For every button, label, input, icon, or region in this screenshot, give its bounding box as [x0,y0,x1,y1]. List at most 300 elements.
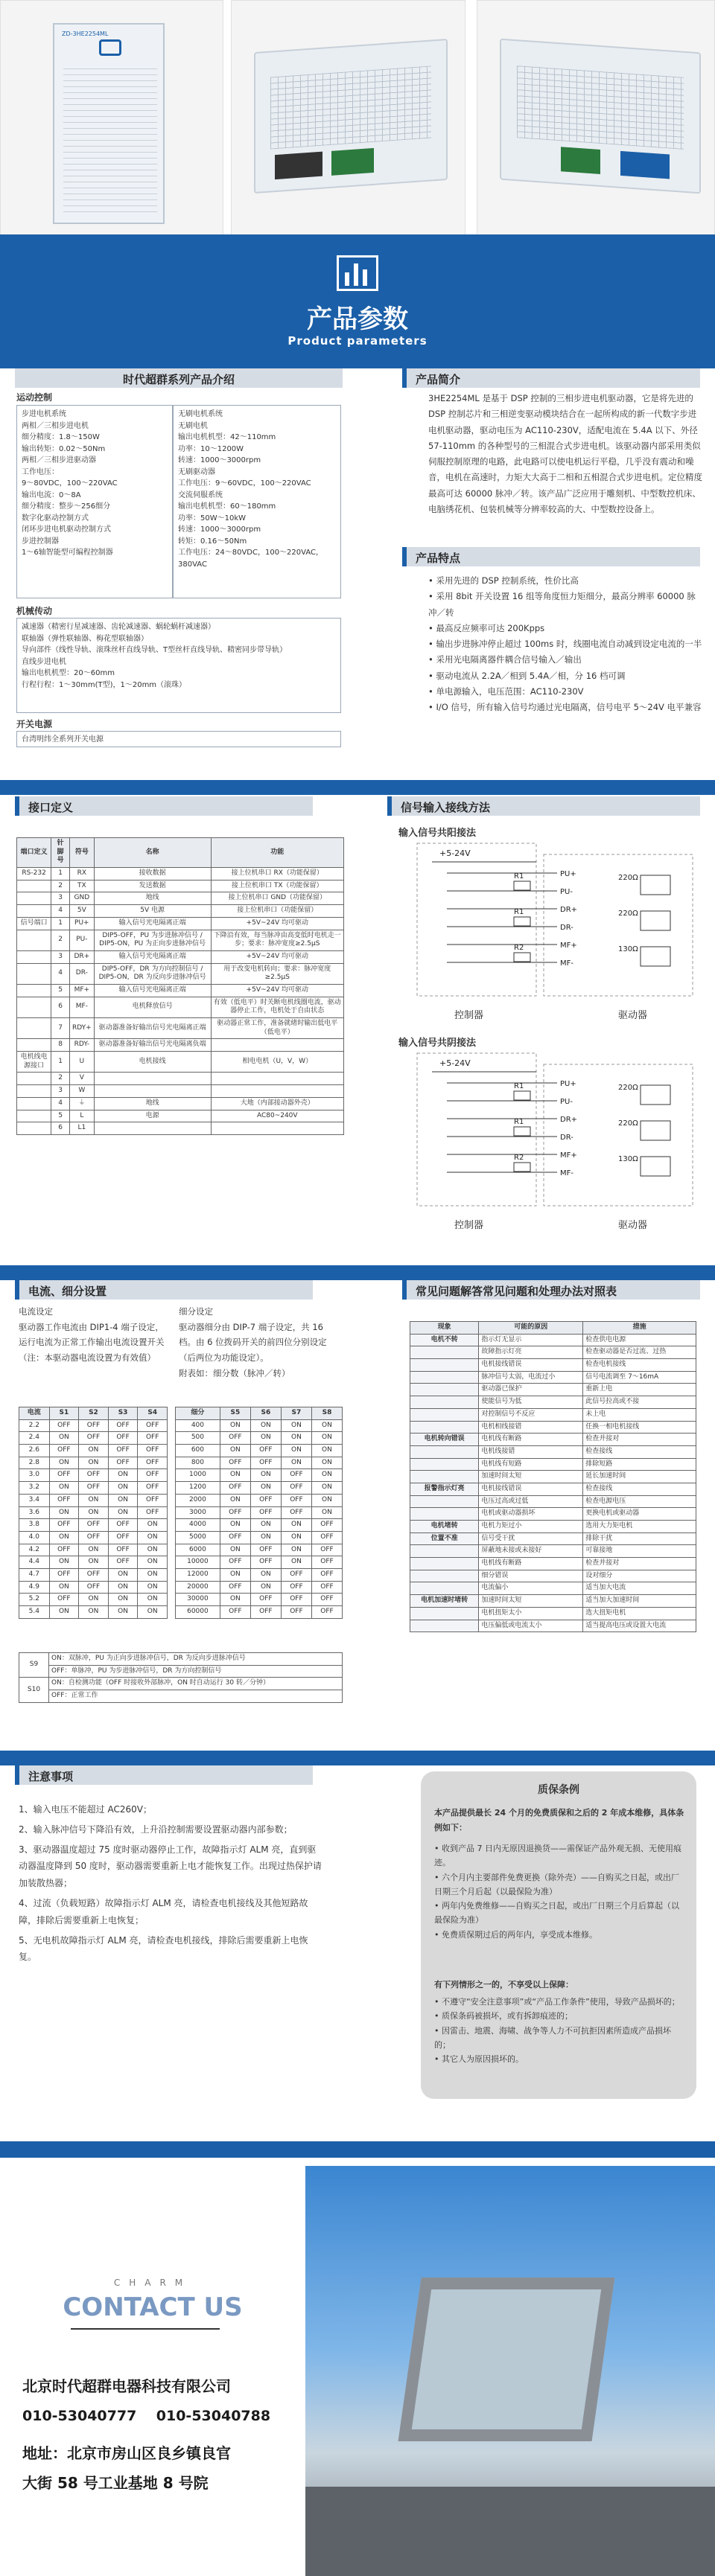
contact-image [305,2166,715,2576]
table-cell: +5V~24V 均可驱动 [211,984,343,997]
iface-table-wrap [16,837,344,1135]
table-cell: 2 [51,880,70,892]
table-cell: 3.2 [19,1482,50,1495]
table-cell: OFF [311,1531,342,1544]
table-cell: 电流偏小 [479,1582,583,1595]
table-row [410,1483,696,1495]
table-cell: 60000 [176,1606,220,1619]
table-cell [410,1371,479,1384]
table-cell: 信号受干扰 [479,1533,583,1545]
table-cell: OFF [49,1594,79,1606]
table-cell: 2.4 [19,1432,50,1445]
iface-table [16,837,344,1135]
table-cell: 检查电源电压 [583,1495,696,1508]
table-row [410,1458,696,1471]
feature-item: • 采用 8bit 开关设置 16 组等角度恒力矩细分，最高分辨率 60000 脉冲／转 [428,591,696,618]
table-row [17,1018,344,1039]
table-cell: 4.9 [19,1581,50,1594]
table-cell: 检查驱动器是否过流、过热 [583,1346,696,1359]
series-item: 闭环步进电机驱动控制方式 [22,525,111,534]
pin-label: MF- [560,959,573,968]
table-cell: OFF [311,1568,342,1581]
resistor [514,953,530,962]
product-image-1 [0,0,223,246]
note-item: 4、过流（负载短路）故障指示灯 ALM 亮，请检查电机接线及其他短路故障，排除后需要重新上电恢复； [19,1897,308,1925]
table-cell: 3.6 [19,1506,50,1519]
table-header: S7 [281,1407,311,1420]
mech-item: 行程行程：1～30mm(T型)，1～20mm（滚珠） [22,680,187,689]
table-cell: ON [79,1445,109,1457]
table-cell [17,1018,51,1039]
table-cell: V [69,1073,94,1085]
table-row [410,1582,696,1595]
table-cell: OFF [311,1544,342,1556]
table-cell: 3.4 [19,1494,50,1506]
table-cell: 适当加大加速时间 [583,1595,696,1608]
series-item: 无刷电机系统 [178,410,223,418]
table-cell: ON [108,1506,138,1519]
notes-list [19,1801,324,1969]
table-cell: 电机相线接错 [479,1421,583,1434]
table-row [176,1568,343,1581]
table-cell: OFF [79,1432,109,1445]
series-item: 交流伺服系统 [178,490,223,499]
table-cell: 2.8 [19,1457,50,1469]
table-cell: ON [281,1419,311,1432]
mech-item: 联轴器（弹性联轴器、梅花型联轴器） [22,634,148,643]
table-cell [17,1122,51,1135]
table-cell: 600 [176,1445,220,1457]
table-cell: OFF [250,1606,281,1619]
controller-label: 控制器 [454,1010,484,1021]
table-cell: OFF [108,1556,138,1569]
warranty-excl-item: • 其它人为原因损坏的。 [434,2054,524,2064]
table-cell: 1000 [176,1469,220,1482]
table-cell: 6 [51,997,70,1017]
table-row [410,1533,696,1545]
table-cell: ON [311,1506,342,1519]
table-cell [410,1396,479,1409]
contact-title: CONTACT US [63,2292,243,2322]
table-cell: 信号端口 [17,917,51,930]
table-cell: 加速时间太短 [479,1471,583,1483]
table-cell: 接上位机串口 TX（功能保留） [211,880,343,892]
table-cell: 脉冲信号太弱，电流过小 [479,1371,583,1384]
series-item: 工作电压： [22,467,59,476]
resistor-label: R1 [514,1118,524,1126]
table-cell: PU+ [69,917,94,930]
table-cell: 电机不转 [410,1334,479,1346]
table-row [410,1558,696,1570]
table-cell: 加速时间太短 [479,1595,583,1608]
table-cell: 输入信号光电隔离正端 [94,917,211,930]
table-row [410,1359,696,1372]
table-cell: PU- [69,930,94,950]
table-cell: 排除干扰 [583,1533,696,1545]
table-cell: 驱动器已保护 [479,1384,583,1396]
table-row [410,1620,696,1632]
table-cell: OFF [250,1457,281,1469]
contact-address-1: 地址：北京市房山区良乡镇良官 [22,2444,231,2462]
table-cell [410,1570,479,1582]
pin-label: DR+ [560,906,578,914]
table-cell: ON [220,1544,250,1556]
series-item: 转矩：0.16～50Nm [178,537,247,546]
table-row [410,1384,696,1396]
table-cell: 电机线有短路 [479,1458,583,1471]
supply-label: +5-24V [439,848,471,858]
table-row [410,1495,696,1508]
table-cell [410,1508,479,1521]
table-cell: 电机转向错误 [410,1434,479,1446]
table-cell: AC80~240V [211,1110,343,1122]
table-cell [17,1097,51,1110]
table-cell: 电机接线错误 [479,1483,583,1495]
table-cell: TX [69,880,94,892]
table-row [17,1085,344,1098]
table-cell: ON [138,1568,168,1581]
table-cell: 5.4 [19,1606,50,1619]
table-cell: 电源 [94,1110,211,1122]
controller-label: 控制器 [454,1220,484,1231]
table-row [410,1471,696,1483]
banner-title: 产品参数 [307,304,408,334]
table-row [19,1531,168,1544]
table-cell: 输入信号光电隔离正端 [94,984,211,997]
table-cell [94,1085,211,1098]
table-cell: 接上位机串口（功能保留） [211,905,343,918]
pin-label: PU+ [560,870,576,878]
table-row [176,1531,343,1544]
table-cell: OFF [220,1432,250,1445]
table-cell [410,1471,479,1483]
table-row [17,892,344,905]
table-cell: OFF [79,1419,109,1432]
table-cell [211,1085,343,1098]
product-label: ZD-3HE2254ML [62,31,109,37]
table-cell: ON [108,1606,138,1619]
warranty-items [434,1841,684,1942]
table-cell: 2.6 [19,1445,50,1457]
table-cell: ON [79,1556,109,1569]
table-cell: ON [108,1482,138,1495]
feature-item: • 采用先进的 DSP 控制系统，性价比高 [428,575,579,586]
table-cell: 4.0 [19,1531,50,1544]
params-banner [0,234,715,368]
s10-off: OFF：正常工作 [49,1690,343,1703]
chart-icon [337,255,378,291]
optocoupler-icon [641,911,670,930]
table-cell: 4 [51,905,70,918]
table-cell: OFF [108,1432,138,1445]
pin-label: MF- [560,1169,573,1177]
ground [305,2487,715,2576]
intro-heading: 产品简介 [402,368,700,388]
table-cell: ON [250,1469,281,1482]
table-cell: DR+ [69,950,94,963]
table-cell: DIP5-OFF，PU 为步进脉冲信号 / DIP5-ON，PU 为正向步进脉冲信号 [94,930,211,950]
table-cell: 20000 [176,1581,220,1594]
pin-label: DR+ [560,1116,578,1124]
table-cell: OFF [108,1445,138,1457]
table-row [17,930,344,950]
table-header: 可能的原因 [479,1322,583,1335]
table-cell: OFF [49,1544,79,1556]
table-row [410,1396,696,1409]
s9-on: ON：双脉冲，PU 为正向步进脉冲信号，DR 为反向步进脉冲信号 [49,1653,343,1666]
table-cell: ON [108,1594,138,1606]
feature-item: • 驱动电流从 2.2A／相到 5.4A／相，分 16 档可调 [428,670,626,681]
pin-label: MF+ [560,942,577,950]
table-cell: DR- [69,963,94,984]
table-cell: ON [49,1482,79,1495]
table-cell: 3.8 [19,1519,50,1532]
table-row [176,1544,343,1556]
table-cell: OFF [281,1506,311,1519]
table-cell: OFF [311,1519,342,1532]
table-row [19,1419,168,1432]
current-text-left: 电流设定 驱动器工作电流由 DIP1-4 端子设定，运行电流为正常工作输出电流设置开关（注：本驱动器电流设置为有效值） [19,1306,165,1364]
table-cell: OFF [281,1606,311,1619]
table-cell: ON [79,1506,109,1519]
table-row [17,1073,344,1085]
note-item: 5、无电机故障指示灯 ALM 亮，请检查电机接线，排除后需要重新上电恢复。 [19,1934,308,1963]
faq-heading: 常见问题解答常见问题和处理办法对照表 [402,1280,700,1300]
table-row [17,1122,344,1135]
table-row [176,1519,343,1532]
contact-phones: 010-53040777 010-53040788 [22,2408,271,2424]
series-item: 转速：1000～3000rpm [178,456,261,464]
table-cell: 5V [69,905,94,918]
feature-item: • 输出步进脉冲停止超过 100ms 时，线圈电流自动减到设定电流的一半 [428,639,702,650]
table-cell: 2.2 [19,1419,50,1432]
func-table [19,1652,343,1703]
table-row [176,1556,343,1569]
optocoupler-icon [641,875,670,895]
series-item: 9～80VDC，100～220VAC [22,479,118,488]
table-cell: ON [250,1581,281,1594]
table-cell: 接上位机串口 GND（功能保留） [211,892,343,905]
table-cell [410,1346,479,1359]
table-cell: 位置不准 [410,1533,479,1545]
table-row [410,1595,696,1608]
table-cell: 适当加大电流 [583,1582,696,1595]
table-cell [17,1039,51,1052]
table-cell: 发送数据 [94,880,211,892]
table-row [19,1457,168,1469]
table-cell: ON [138,1544,168,1556]
table-row [410,1545,696,1558]
table-cell: 电机线有断路 [479,1558,583,1570]
series-item: 输出电机机型：42～110mm [178,433,276,441]
table-cell: OFF [138,1445,168,1457]
table-row [410,1607,696,1620]
table-cell: OFF [49,1568,79,1581]
table-row [17,905,344,918]
table-cell: ON [49,1606,79,1619]
table-cell: 选大扭矩电机 [583,1607,696,1620]
table-cell: MF- [69,997,94,1017]
warranty-excl-item: • 不遵守“安全注意事项”或“产品工作条件”使用，导致产品损坏的； [434,1997,680,2007]
feature-item: • 采用光电隔离器件耦合信号输入／输出 [428,654,582,665]
frame-sculpture [398,2278,615,2441]
table-cell [410,1545,479,1558]
s9-off: OFF：单脉冲，PU 为步进脉冲信号，DR 为方向控制信号 [49,1665,343,1678]
table-cell: 指示灯无显示 [479,1334,583,1346]
pin-label: PU+ [560,1080,576,1088]
warranty-excl [434,1995,684,2066]
pin-label: PU- [560,1098,573,1106]
resistor-label: R1 [514,908,524,916]
table-cell: 1 [51,1052,70,1073]
table-cell [17,1110,51,1122]
table-row [17,1110,344,1122]
mech-label: 机械传动 [16,606,53,616]
table-cell: ON [250,1531,281,1544]
series-item: 步进电机系统 [22,410,66,418]
table-cell [17,997,51,1017]
table-row [17,984,344,997]
table-cell: 细分错误 [479,1570,583,1582]
switch-panel [16,731,341,747]
table-row [17,917,344,930]
series-item: 功率：10～1200W [178,444,244,453]
table-row [176,1594,343,1606]
table-cell [17,1073,51,1085]
table-cell: OFF [250,1494,281,1506]
table-header: S6 [250,1407,281,1420]
table-cell: 屏蔽地未接或未接好 [479,1545,583,1558]
series-item: 1～6轴智能型可编程控制器 [22,549,113,557]
series-item: 无刷驱动器 [178,467,215,476]
table-cell: ⏚ [69,1097,94,1110]
table-cell: 可靠接地 [583,1545,696,1558]
feature-item: • I/O 信号，所有输入信号均通过光电隔离，信号电平 5～24V 电平兼容 [428,702,702,713]
table-cell: 5 [51,984,70,997]
table-header: S2 [79,1407,109,1420]
table-cell: 4 [51,963,70,984]
table-cell: L [69,1110,94,1122]
table-cell: 8 [51,1039,70,1052]
table-cell: ON [79,1594,109,1606]
table-cell: OFF [281,1469,311,1482]
table-cell: 4.7 [19,1568,50,1581]
warranty-item: • 收到产品 7 日内无原因退换货——需保证产品外观无损、无使用痕迹。 [434,1844,681,1868]
wiring-title-2: 输入信号共阴接法 [398,1038,477,1049]
table-cell [410,1582,479,1595]
table-cell: 检查接线 [583,1445,696,1458]
table-header: 端口定义 [17,838,51,868]
table-cell: MF+ [69,984,94,997]
series-item: 步进控制器 [22,537,59,546]
table-cell [211,1122,343,1135]
optocoupler-icon [641,1157,670,1176]
table-row [410,1570,696,1582]
wiring-diagram-2 [395,1049,700,1243]
table-cell: OFF [49,1419,79,1432]
table-cell: OFF [311,1594,342,1606]
table-header: S5 [220,1407,250,1420]
table-cell: ON [108,1494,138,1506]
table-cell: OFF [49,1494,79,1506]
table-cell: 电压过高或过低 [479,1495,583,1508]
table-header: 细分 [176,1407,220,1420]
table-row [17,950,344,963]
series-item: 工作电压：9～60VDC，100～220VAC [178,479,311,488]
warranty-panel [421,1771,696,2099]
ohm-label: 130Ω [618,1155,638,1163]
table-row [176,1419,343,1432]
table-cell: 电机线接错 [479,1445,583,1458]
table-cell [410,1558,479,1570]
table-cell: ON [311,1419,342,1432]
iface-heading: 接口定义 [15,796,313,816]
table-cell: ON [311,1445,342,1457]
table-header: 功能 [211,838,343,868]
switch-label: 开关电源 [16,719,53,729]
ohm-label: 220Ω [618,1084,638,1092]
table-cell: OFF [311,1606,342,1619]
table-cell: 电机线有断路 [479,1434,583,1446]
table-cell: RX [69,868,94,880]
table-cell: OFF [138,1506,168,1519]
current-text-right: 细分设定 驱动器细分由 DIP-7 端子设定，共 16 档。由 6 位拨码开关的前四位分别设定（后两位为功能设定）。 附表如：细分数（脉冲／转） [179,1306,327,1378]
table-cell: W [69,1085,94,1098]
contact-charm: CHARM [113,2278,192,2288]
table-cell: 3.0 [19,1469,50,1482]
table-cell: ON [250,1419,281,1432]
table-cell: ON [220,1419,250,1432]
table-cell: OFF [108,1531,138,1544]
table-cell: 未上电 [583,1408,696,1421]
driver-front-image [53,23,165,224]
table-cell: OFF [220,1482,250,1495]
table-header: 符号 [69,838,94,868]
table-cell: 选用大力矩电机 [583,1521,696,1533]
table-cell: OFF [311,1581,342,1594]
table-cell: ON [108,1568,138,1581]
table-cell [17,880,51,892]
ohm-label: 130Ω [618,945,638,953]
table-cell: 更换电机或驱动器 [583,1508,696,1521]
table-cell: ON [79,1457,109,1469]
warranty-intro: 本产品提供最长 24 个月的免费质保和之后的 2 年成本维修，具体条例如下： [434,1808,684,1832]
table-cell [94,1073,211,1085]
table-header: S4 [138,1407,168,1420]
table-cell: ON [311,1469,342,1482]
series-col2 [173,405,341,598]
table-cell: 延长加速时间 [583,1471,696,1483]
table-cell: 电机扭矩太小 [479,1607,583,1620]
table-row [17,997,344,1017]
table-row [410,1334,696,1346]
table-cell [94,1122,211,1135]
table-cell: 30000 [176,1594,220,1606]
table-cell: 故障指示灯亮 [479,1346,583,1359]
table-cell: OFF [281,1482,311,1495]
table-cell: OFF [79,1568,109,1581]
table-cell: ON [250,1432,281,1445]
optocoupler-icon [641,947,670,966]
table-cell: RS-232 [17,868,51,880]
table-cell: ON [138,1594,168,1606]
table-header: 名称 [94,838,211,868]
table-cell: 400 [176,1419,220,1432]
table-cell: 地线 [94,1097,211,1110]
table-cell: ON [281,1445,311,1457]
table-header: S8 [311,1407,342,1420]
ohm-label: 220Ω [618,874,638,882]
